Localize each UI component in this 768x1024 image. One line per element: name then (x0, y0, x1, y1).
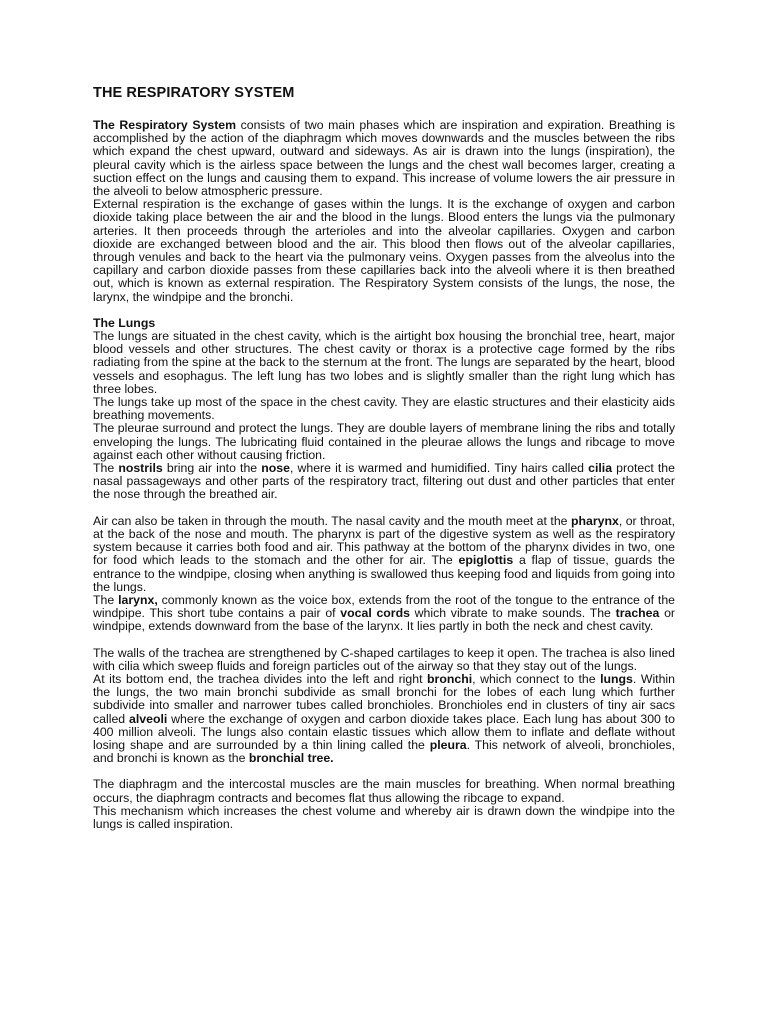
paragraph-pleurae: The pleurae surround and protect the lungs. They are double layers of membrane lining the ribs and totally enveloping the lungs. The lubricating fluid contained in the pleurae allows the lungs and ribcage to move against each other without causing friction. (93, 421, 675, 462)
paragraph-gap (93, 304, 675, 317)
bold-term: vocal cords (340, 606, 410, 621)
paragraph-pharynx: Air can also be taken in through the mouth. The nasal cavity and the mouth meet at the pharynx, or throat, at the back of the nose and mouth. The pharynx is part of the digestive system as well as the respiratory system because it carries both food and air. This pathway at the bottom of the pharynx divides in two, one for food which leads to the stomach and the other for air. The epiglottis a flap of tissue, guards the entrance to the windpipe, closing when anything is swallowed thus keeping food and liquids from going into the lungs. (93, 513, 676, 594)
section-heading-lungs: The Lungs (93, 315, 156, 330)
bold-term: pharynx (570, 513, 619, 528)
paragraph-external-respiration: External respiration is the exchange of gases within the lungs. It is the exchange of oxygen and carbon dioxide taking place between the air and the blood in the lungs. Blood enters the lungs via the pulmonary arteries. It then proceeds through the arterioles and into the alveolar capillaries. Oxygen and carbon dioxide are exchanged between blood and the air. This blood then flows out of the alveolar capillaries, through venules and back to the heart via the pulmonary veins. Oxygen passes from the alveolus into the capillary and carbon dioxide passes from these capillaries back into the alveoli where it is then breathed out, which is known as external respiration. The Respiratory System consists of the lungs, the nose, the larynx, the windpipe and the bronchi. (93, 197, 675, 304)
paragraph-trachea-walls: The walls of the trachea are strengthened by C-shaped cartilages to keep it open. The trachea is also lined with cilia which sweep fluids and foreign particles out of the airway so that they stay out of the lungs. (93, 645, 675, 673)
paragraph-lungs-location: The lungs are situated in the chest cavity, which is the airtight box housing the bronchial tree, heart, major blood vessels and other structures. The chest cavity or thorax is a protective cage formed by the ribs radiating from the spine at the back to the sternum at the front. The lungs are separated by the heart, blood vessels and esophagus. The left lung has two lobes and is slightly smaller than the right lung which has three lobes. (93, 329, 675, 396)
bold-term: lungs (600, 671, 633, 686)
paragraph-intro: The Respiratory System consists of two main phases which are inspiration and expiration. Breathing is accomplished by the action of the diaphragm which moves downwards and the muscles between the ribs which expand the chest upward, outward and sideways. As air is drawn into the lungs (inspiration), the pleural cavity which is the airless space between the lungs and the chest wall becomes larger, creating a suction effect on the lungs and causing them to expand. This increase of volume lowers the air pressure in the alveoli to below atmospheric pressure. (93, 118, 675, 199)
bold-term: bronchial tree. (248, 751, 334, 766)
bold-term: The Respiratory System (93, 118, 237, 132)
bold-term: nose (261, 461, 290, 476)
bold-term: trachea (615, 606, 660, 621)
paragraph-gap (93, 634, 675, 647)
paragraph-inspiration: This mechanism which increases the chest volume and whereby air is drawn down the windpipe into the lungs is called inspiration. (93, 803, 675, 831)
bold-term: bronchi (427, 671, 473, 686)
bold-term: alveoli (129, 711, 168, 726)
paragraph-larynx: The larynx, commonly known as the voice box, extends from the root of the tongue to the entrance of the windpipe. This short tube contains a pair of vocal cords which vibrate to make sounds. The trachea or windpipe, extends downward from the base of the larynx. It lies partly in both the neck and chest cavity. (93, 592, 676, 634)
paragraph-diaphragm: The diaphragm and the intercostal muscles are the main muscles for breathing. When normal breathing occurs, the diaphragm contracts and becomes flat thus allowing the ribcage to expand. (93, 777, 675, 805)
paragraph-nostrils: The nostrils bring air into the nose, where it is warmed and humidified. Tiny hairs called cilia protect the nasal passageways and other parts of the respiratory tract, filtering out dust and other particles that enter the nose through the breathed air. (93, 461, 675, 502)
bold-term: cilia (588, 461, 613, 476)
document-body (93, 119, 675, 831)
paragraph-bronchi: At its bottom end, the trachea divides into the left and right bronchi, which connect to the lungs. Within the lungs, the two main bronchi subdivide as small bronchi for the lobes of each lung which further subdivide into smaller and narrower tubes called bronchioles. Bronchioles end in clusters of tiny air sacs called alveoli where the exchange of oxygen and carbon dioxide takes place. Each lung has about 300 to 400 million alveoli. The lungs also contain elastic tissues which allow them to inflate and deflate without losing shape and are surrounded by a thin lining called the pleura. This network of alveoli, bronchioles, and bronchi is known as the bronchial tree. (93, 671, 676, 766)
document-title: THE RESPIRATORY SYSTEM (93, 85, 295, 101)
bold-term: epiglottis (458, 553, 514, 568)
bold-term: nostrils (118, 461, 163, 476)
paragraph-lungs-space: The lungs take up most of the space in the chest cavity. They are elastic structures and their elasticity aids breathing movements. (93, 395, 675, 423)
bold-term: pleura (429, 737, 467, 752)
bold-term: larynx, (118, 592, 158, 607)
